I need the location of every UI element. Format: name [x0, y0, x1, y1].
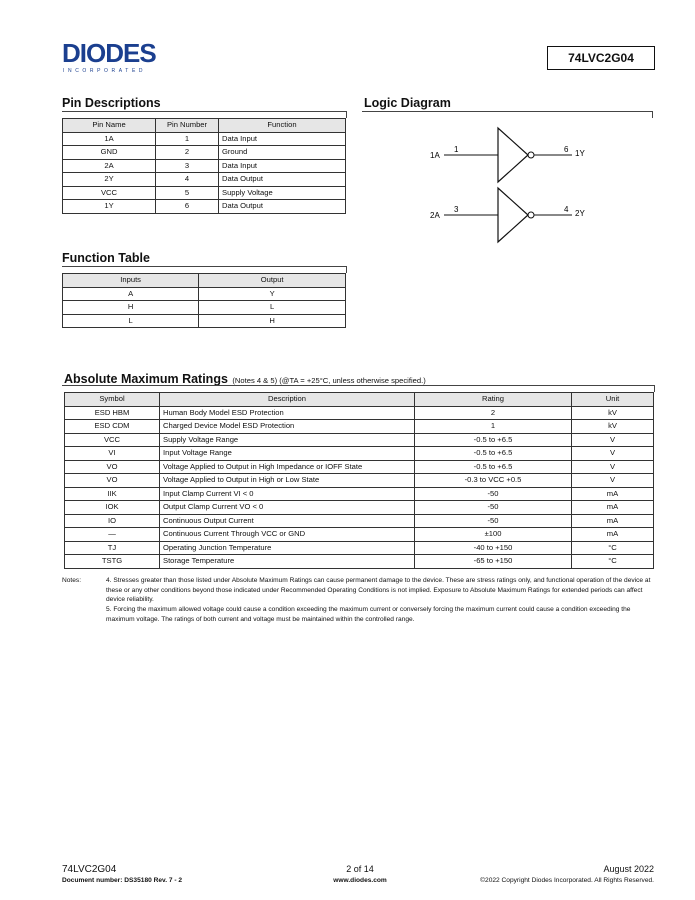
- abs-max-cell: V: [572, 447, 654, 461]
- abs-max-cell: Continuous Current Through VCC or GND: [160, 528, 415, 542]
- note-5: 5. Forcing the maximum allowed voltage could cause a condition exceeding the maximum current or conversely forcing the maximum current could cause a condition exceeding the maximum voltage. The ratings of both current and voltage must be maintained within the controlled range.: [106, 606, 631, 623]
- diodes-logo: [62, 38, 186, 74]
- pin-cell: 5: [156, 186, 219, 200]
- abs-max-cell: Operating Junction Temperature: [160, 541, 415, 555]
- abs-max-row: [65, 487, 654, 501]
- gate1-output-label: 1Y: [575, 149, 585, 158]
- inverter-gate-1: [430, 128, 585, 182]
- pin-descriptions-table: [62, 118, 346, 214]
- abs-max-cell: -0.5 to +6.5: [415, 447, 572, 461]
- pin-cell: 6: [156, 200, 219, 214]
- function-cell: H: [199, 314, 346, 328]
- gate1-output-pin: 6: [564, 145, 569, 154]
- function-cell: L: [63, 314, 199, 328]
- pin-row: [63, 146, 346, 160]
- abs-max-row: [65, 474, 654, 488]
- pin-cell: GND: [63, 146, 156, 160]
- gate1-input-label: 1A: [430, 151, 440, 160]
- abs-max-row: [65, 541, 654, 555]
- abs-max-cell: Voltage Applied to Output in High or Low State: [160, 474, 415, 488]
- abs-max-row: [65, 433, 654, 447]
- abs-max-row: [65, 555, 654, 569]
- pin-cell: Ground: [219, 146, 346, 160]
- abs-max-cell: -0.5 to +6.5: [415, 433, 572, 447]
- function-row: [63, 301, 346, 315]
- col-rating: Rating: [415, 393, 572, 407]
- abs-max-cell: VO: [65, 474, 160, 488]
- abs-max-cell: TJ: [65, 541, 160, 555]
- abs-max-cell: TSTG: [65, 555, 160, 569]
- abs-max-cell: VO: [65, 460, 160, 474]
- logic-diagram-rule: [362, 111, 653, 118]
- function-table-title: Function Table: [62, 251, 150, 265]
- abs-max-cell: IO: [65, 514, 160, 528]
- svg-text:DIODES: DIODES: [62, 38, 156, 68]
- abs-max-cell: —: [65, 528, 160, 542]
- abs-max-cell: °C: [572, 555, 654, 569]
- pin-cell: 1Y: [63, 200, 156, 214]
- abs-max-cell: V: [572, 433, 654, 447]
- col-pin-name: Pin Name: [63, 119, 156, 133]
- pin-cell: VCC: [63, 186, 156, 200]
- abs-max-cell: kV: [572, 406, 654, 420]
- pin-cell: 1: [156, 132, 219, 146]
- abs-max-table: [64, 392, 654, 569]
- pin-cell: 1A: [63, 132, 156, 146]
- part-number: 74LVC2G04: [547, 46, 655, 70]
- abs-max-cell: Continuous Output Current: [160, 514, 415, 528]
- pin-row: [63, 132, 346, 146]
- abs-max-row: [65, 447, 654, 461]
- abs-max-row: [65, 514, 654, 528]
- pin-cell: Data Output: [219, 173, 346, 187]
- pin-row: [63, 173, 346, 187]
- col-symbol: Symbol: [65, 393, 160, 407]
- pin-cell: 3: [156, 159, 219, 173]
- abs-max-row: [65, 501, 654, 515]
- pin-cell: Supply Voltage: [219, 186, 346, 200]
- abs-max-cell: -65 to +150: [415, 555, 572, 569]
- gate2-input-label: 2A: [430, 211, 440, 220]
- gate2-output-pin: 4: [564, 205, 569, 214]
- footer-website[interactable]: www.diodes.com: [333, 877, 387, 884]
- abs-max-row: [65, 406, 654, 420]
- function-row: [63, 314, 346, 328]
- pin-cell: 2: [156, 146, 219, 160]
- abs-max-cell: 1: [415, 420, 572, 434]
- pin-descriptions-rule: [62, 111, 347, 118]
- svg-text:INCORPORATED: INCORPORATED: [63, 68, 147, 74]
- pin-cell: Data Output: [219, 200, 346, 214]
- abs-max-cell: VI: [65, 447, 160, 461]
- pin-row: [63, 186, 346, 200]
- abs-max-cell: -50: [415, 514, 572, 528]
- abs-max-cell: Charged Device Model ESD Protection: [160, 420, 415, 434]
- abs-max-cell: -50: [415, 487, 572, 501]
- abs-max-cell: IOK: [65, 501, 160, 515]
- inverter-gate-2: [430, 188, 585, 242]
- abs-max-cell: mA: [572, 528, 654, 542]
- abs-max-cell: ESD CDM: [65, 420, 160, 434]
- abs-max-cell: V: [572, 460, 654, 474]
- abs-max-row: [65, 420, 654, 434]
- pin-cell: Data Input: [219, 159, 346, 173]
- abs-max-cell: mA: [572, 514, 654, 528]
- abs-max-cell: V: [572, 474, 654, 488]
- abs-max-cell: kV: [572, 420, 654, 434]
- gate2-input-pin: 3: [454, 205, 459, 214]
- abs-max-row: [65, 528, 654, 542]
- abs-max-cell: ±100: [415, 528, 572, 542]
- abs-max-cell: Input Voltage Range: [160, 447, 415, 461]
- footer-doc-number: Document number: DS35180 Rev. 7 - 2: [62, 877, 183, 884]
- abs-max-cell: -0.3 to VCC +0.5: [415, 474, 572, 488]
- logic-diagram-title: Logic Diagram: [364, 96, 451, 110]
- gate1-input-pin: 1: [454, 145, 459, 154]
- footer-page: 2 of 14: [346, 864, 374, 874]
- group-inputs: Inputs: [63, 274, 199, 288]
- abs-max-cell: mA: [572, 501, 654, 515]
- footer-date: August 2022: [603, 864, 654, 874]
- pin-row: [63, 159, 346, 173]
- logic-diagram: [420, 120, 600, 250]
- group-output: Output: [199, 274, 346, 288]
- abs-max-cell: -40 to +150: [415, 541, 572, 555]
- function-cell: L: [199, 301, 346, 315]
- col-function: Function: [219, 119, 346, 133]
- function-cell: H: [63, 301, 199, 315]
- pin-descriptions-title: Pin Descriptions: [62, 96, 161, 110]
- abs-max-cell: Storage Temperature: [160, 555, 415, 569]
- function-table: [62, 273, 346, 328]
- notes-label: Notes:: [62, 577, 82, 584]
- pin-cell: Data Input: [219, 132, 346, 146]
- abs-max-cell: Human Body Model ESD Protection: [160, 406, 415, 420]
- abs-max-cell: IIK: [65, 487, 160, 501]
- abs-max-cell: VCC: [65, 433, 160, 447]
- gate2-output-label: 2Y: [575, 209, 585, 218]
- abs-max-cell: °C: [572, 541, 654, 555]
- pin-cell: 4: [156, 173, 219, 187]
- col-y: Y: [199, 287, 346, 301]
- col-description: Description: [160, 393, 415, 407]
- abs-max-subtitle: (Notes 4 & 5) (@TA = +25°C, unless otherwise specified.): [232, 376, 426, 385]
- abs-max-title: Absolute Maximum Ratings: [64, 372, 228, 386]
- footer-copyright: ©2022 Copyright Diodes Incorporated. All Rights Reserved.: [480, 877, 654, 884]
- abs-max-row: [65, 460, 654, 474]
- abs-max-cell: Supply Voltage Range: [160, 433, 415, 447]
- pin-cell: 2Y: [63, 173, 156, 187]
- col-a: A: [63, 287, 199, 301]
- pin-cell: 2A: [63, 159, 156, 173]
- abs-max-cell: Output Clamp Current VO < 0: [160, 501, 415, 515]
- abs-max-rule: [62, 385, 655, 392]
- abs-max-cell: -50: [415, 501, 572, 515]
- col-unit: Unit: [572, 393, 654, 407]
- pin-row: [63, 200, 346, 214]
- function-table-rule: [62, 266, 347, 273]
- abs-max-cell: ESD HBM: [65, 406, 160, 420]
- abs-max-cell: Voltage Applied to Output in High Impedance or IOFF State: [160, 460, 415, 474]
- abs-max-cell: Input Clamp Current VI < 0: [160, 487, 415, 501]
- note-4: 4. Stresses greater than those listed under Absolute Maximum Ratings can cause permanent damage to the device. These are stress ratings only, and functional operation of the device at these or any other conditions beyond those indicated under Recommended Operating Conditions is not implied. Exposure to Absolute Maximum Ratings for extended periods can affect device reliability.: [106, 577, 651, 603]
- col-pin-number: Pin Number: [156, 119, 219, 133]
- footer-part: 74LVC2G04: [62, 864, 117, 875]
- abs-max-cell: -0.5 to +6.5: [415, 460, 572, 474]
- abs-max-cell: mA: [572, 487, 654, 501]
- abs-max-cell: 2: [415, 406, 572, 420]
